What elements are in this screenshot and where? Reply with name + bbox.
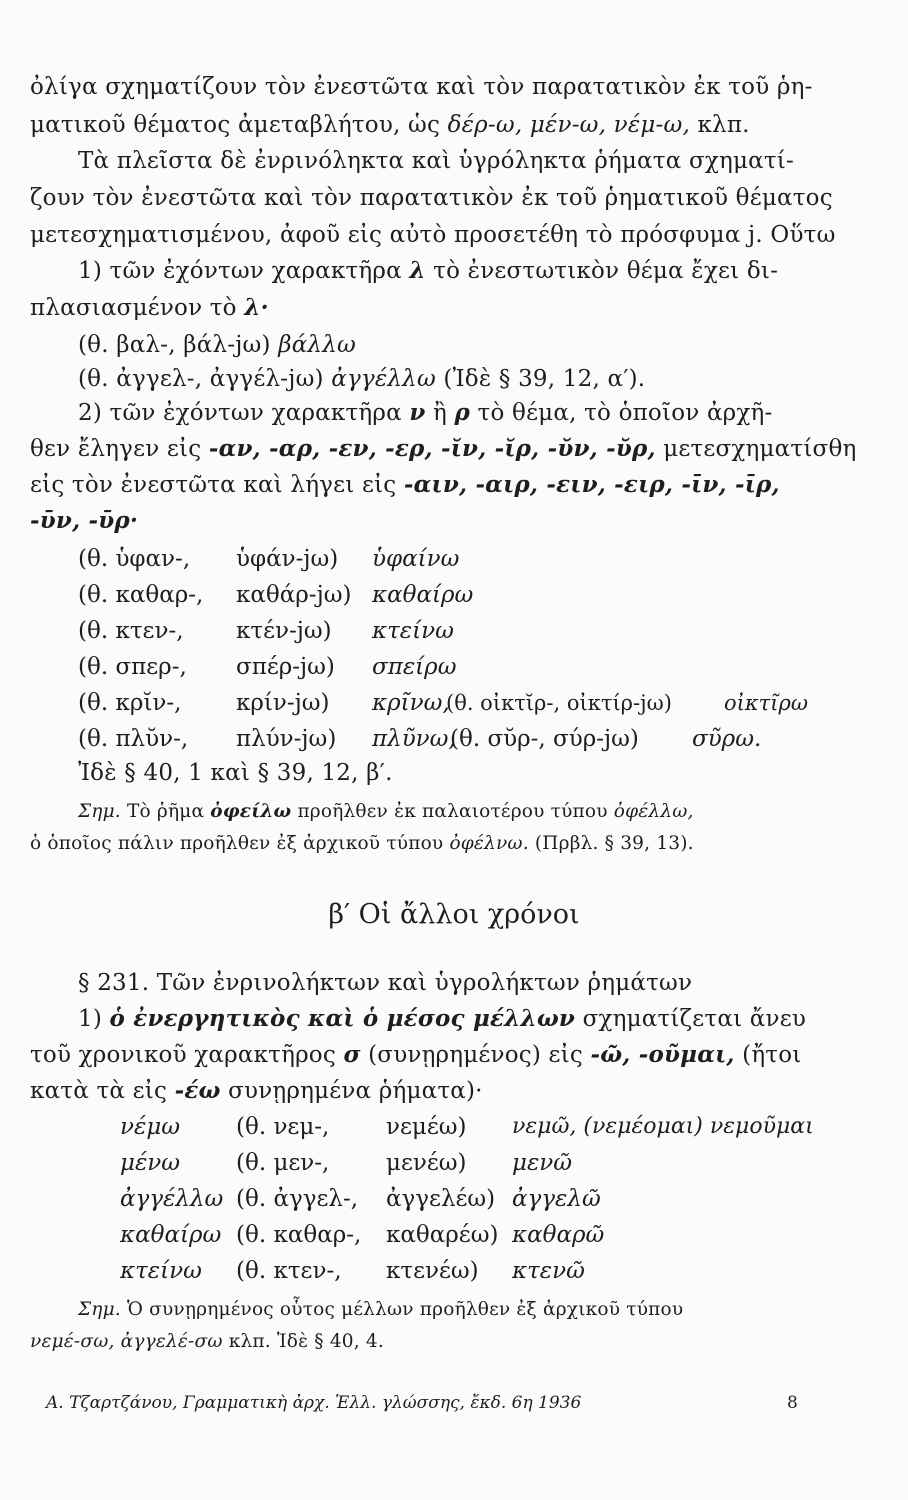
future-theme: (θ. νεμ-, — [236, 1114, 330, 1140]
text-line — [30, 220, 836, 250]
text: ὁ ὁποῖος πάλιν προῆλθεν ἐξ ἀρχικοῦ τύπου — [30, 833, 450, 854]
future-form: νεμέω) — [386, 1114, 467, 1140]
text: σχηματίζεται ἄνευ — [575, 1006, 807, 1032]
text: (θ. βαλ-, βάλ-jω) — [78, 332, 279, 358]
future-form: μενέω) — [386, 1150, 467, 1176]
note-line — [78, 800, 694, 824]
future-result: μενῶ — [512, 1150, 573, 1176]
text-line — [30, 110, 750, 140]
text-line — [30, 293, 269, 323]
text: κλπ. — [689, 112, 750, 138]
bold-text: σ — [343, 1041, 361, 1068]
example-line — [78, 330, 356, 360]
text: κλπ. Ἰδὲ § 40, 4. — [222, 1331, 384, 1352]
example-result: κρῖνω, — [372, 690, 450, 716]
example-result: σπείρω — [372, 654, 457, 680]
example-extra-result: οἰκτῖρω — [724, 691, 808, 715]
text: κατὰ τὰ εἰς — [30, 1078, 175, 1104]
text: Τὸ ῥῆμα — [120, 801, 211, 822]
bold-text: -ῶ, -οῦμαι, — [590, 1041, 735, 1068]
future-result: νεμῶ, (νεμέομαι) νεμοῦμαι — [512, 1114, 814, 1139]
example-theme: (θ. ὑφαν-, — [78, 546, 191, 572]
bold-text: -ῡν, -ῡρ· — [30, 507, 139, 534]
text: (Ἰδὲ § 39, 12, α′). — [435, 366, 646, 392]
example-result: πλῦνω, — [372, 726, 456, 752]
text-line — [78, 398, 772, 428]
text: (ἤτοι — [734, 1042, 802, 1068]
future-present: μένω — [120, 1150, 181, 1176]
bold-text: λ· — [244, 294, 269, 321]
example-form: κρίν-jω) — [236, 690, 330, 716]
text-line — [30, 1040, 802, 1070]
future-present: καθαίρω — [120, 1222, 222, 1248]
text: θεν ἔληγεν εἰς — [30, 436, 209, 462]
text-line — [78, 256, 778, 286]
future-theme: (θ. ἀγγελ-, — [236, 1186, 359, 1212]
bold-text: -αιν, -αιρ, -ειν, -ειρ, -ῑν, -ῑρ, — [403, 471, 780, 498]
text: Τὰ πλεῖστα δὲ ἐνρινόληκτα καὶ ὑγρόληκτα ῥήματα σχηματί- — [78, 148, 794, 174]
text-line — [78, 146, 794, 176]
text: μετεσχηματισμένου, ἀφοῦ εἰς αὐτὸ προσετέθη τὸ πρόσφυμα j. Οὕτω — [30, 222, 836, 248]
text-line — [30, 470, 780, 500]
example-extra: (θ. σῠρ-, σύρ-jω) — [450, 726, 639, 752]
example-line — [78, 364, 645, 394]
italic-text: ὀφέλλω, — [613, 801, 694, 822]
italic-text: νεμέ-σω, ἀγγελέ-σω — [30, 1331, 223, 1352]
note-label: Σημ. — [78, 1299, 121, 1320]
text: (συνῃρημένος) εἰς — [360, 1042, 591, 1068]
bold-text: -έω — [174, 1077, 221, 1104]
text: εἰς τὸν ἐνεστῶτα καὶ λήγει εἰς — [30, 472, 404, 498]
bold-text: ρ — [454, 399, 471, 426]
future-present: ἀγγέλλω — [120, 1186, 224, 1212]
text: (θ. ἀγγελ-, ἀγγέλ-jω) — [78, 366, 332, 392]
example-result: κτείνω — [372, 618, 454, 644]
see-also — [78, 758, 393, 788]
text-line — [30, 183, 833, 213]
future-theme: (θ. μεν-, — [236, 1150, 330, 1176]
text-line — [30, 506, 138, 536]
example-form: ὑφάν-jω) — [236, 546, 339, 572]
example-result: καθαίρω — [372, 582, 474, 608]
text-line — [30, 72, 813, 102]
example-form: κτέν-jω) — [236, 618, 332, 644]
example-form: σπέρ-jω) — [236, 654, 335, 680]
text: μετεσχηματίσθη — [655, 436, 857, 462]
future-present: νέμω — [120, 1114, 181, 1140]
example-form: πλύν-jω) — [236, 726, 337, 752]
text: § 231. Τῶν ἐνρινολήκτων καὶ ὑγρολήκτων ῥημάτων — [78, 970, 693, 996]
future-form: καθαρέω) — [386, 1222, 499, 1248]
text: ματικοῦ θέματος ἀμεταβλήτου, ὡς — [30, 112, 448, 138]
future-theme: (θ. καθαρ-, — [236, 1222, 362, 1248]
future-theme: (θ. κτεν-, — [236, 1258, 342, 1284]
text: ὀλίγα σχηματίζουν τὸν ἐνεστῶτα καὶ τὸν παρατατικὸν ἐκ τοῦ ῥη- — [30, 74, 813, 100]
text: 1) τῶν ἐχόντων χαρακτῆρα — [78, 258, 410, 284]
section-heading: β′ Οἱ ἄλλοι χρόνοι — [328, 899, 580, 930]
italic-text: ἀγγέλλω — [331, 366, 436, 392]
future-present: κτείνω — [120, 1258, 202, 1284]
example-theme: (θ. πλῠν-, — [78, 726, 189, 752]
italic-text: ὀφέλνω. — [449, 833, 529, 854]
bold-text: ὀφείλω — [210, 801, 292, 822]
example-theme: (θ. καθαρ-, — [78, 582, 204, 608]
text: τὸ ἐνεστωτικὸν θέμα ἔχει δι- — [425, 258, 779, 284]
example-extra-result: σῦρω. — [692, 726, 762, 752]
bold-text: ν — [409, 399, 426, 426]
text-line — [78, 968, 692, 998]
example-theme: (θ. κρῐν-, — [78, 690, 182, 716]
example-result: ὑφαίνω — [372, 546, 460, 572]
text: πλασιασμένον τὸ — [30, 295, 245, 321]
text: τὸ θέμα, τὸ ὁποῖον ἀρχῆ- — [470, 400, 773, 426]
future-result: κτενῶ — [512, 1258, 585, 1284]
example-extra: (θ. οἰκτῐρ-, οἰκτίρ-jω) — [446, 691, 672, 715]
example-theme: (θ. κτεν-, — [78, 618, 184, 644]
text: ἢ — [425, 400, 455, 426]
example-theme: (θ. σπερ-, — [78, 654, 187, 680]
example-form: καθάρ-jω) — [236, 582, 352, 608]
note-line — [78, 1298, 683, 1322]
text: Ἰδὲ § 40, 1 καὶ § 39, 12, β′. — [78, 760, 393, 786]
italic-text: βάλλω — [278, 332, 356, 358]
text: 1) — [78, 1006, 110, 1032]
bold-text: ὁ ἐνεργητικὸς καὶ ὁ μέσος μέλλων — [109, 1005, 576, 1032]
text: τοῦ χρονικοῦ χαρακτῆρος — [30, 1042, 344, 1068]
bold-text: λ — [409, 257, 426, 284]
note-line — [30, 1330, 384, 1354]
page-number: 8 — [787, 1393, 798, 1413]
text: συνῃρημένα ῥήματα)· — [220, 1078, 483, 1104]
footer-citation: Α. Τζαρτζάνου, Γραμματικὴ ἀρχ. Ἑλλ. γλώσσης, ἔκδ. 6η 1936 — [46, 1393, 582, 1413]
italic-text: δέρ-ω, μέν-ω, νέμ-ω, — [447, 112, 690, 138]
future-form: κτενέω) — [386, 1258, 479, 1284]
text: 2) τῶν ἐχόντων χαρακτῆρα — [78, 400, 410, 426]
text: προῆλθεν ἐκ παλαιοτέρου τύπου — [291, 801, 614, 822]
bold-text: -αν, -αρ, -εν, -ερ, -ῐν, -ῐρ, -ῠν, -ῠρ, — [208, 435, 656, 462]
text: Ὁ συνῃρημένος οὗτος μέλλων προῆλθεν ἐξ ἀρχικοῦ τύπου — [120, 1299, 684, 1320]
text: ζουν τὸν ἐνεστῶτα καὶ τὸν παρατατικὸν ἐκ τοῦ ῥηματικοῦ θέματος — [30, 185, 833, 211]
text-line — [78, 1004, 806, 1034]
text-line — [30, 1076, 483, 1106]
text: (Πρβλ. § 39, 13). — [528, 833, 694, 854]
note-label: Σημ. — [78, 801, 121, 822]
future-form: ἀγγελέω) — [386, 1186, 496, 1212]
text-line — [30, 434, 856, 464]
future-result: ἀγγελῶ — [512, 1186, 601, 1212]
note-line — [30, 832, 694, 856]
future-result: καθαρῶ — [512, 1222, 605, 1248]
